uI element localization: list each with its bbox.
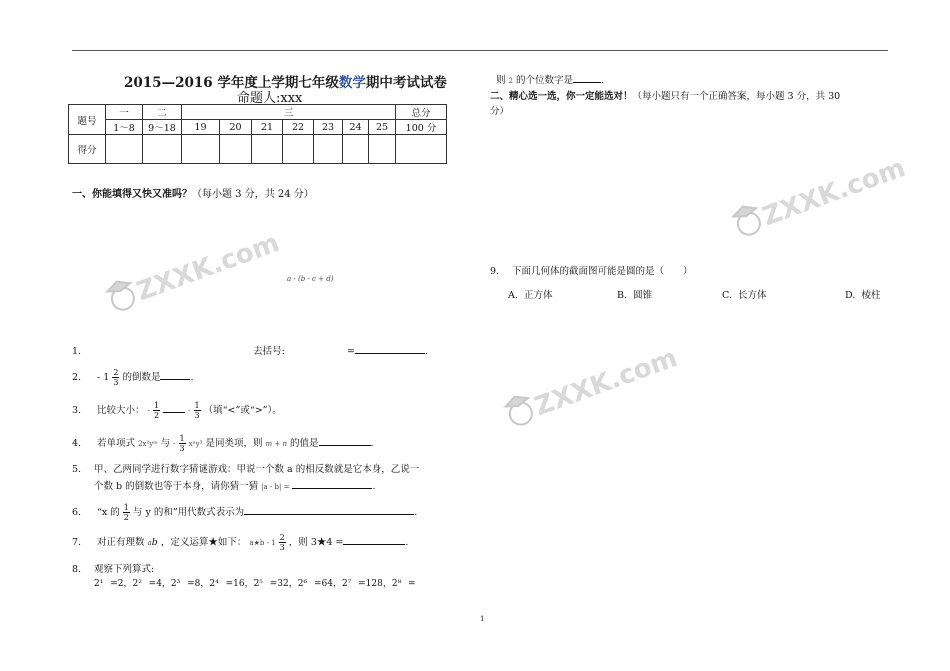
question-text: ，则 3★4 = [288, 537, 344, 548]
question-1: 1. 去括号: = . [72, 343, 428, 357]
option-c[interactable] [722, 287, 767, 301]
equals-sign: = [346, 346, 355, 357]
title-subject: 数学 [338, 75, 366, 91]
fraction [123, 503, 130, 522]
question-8-continued: 则 2 的个位数字是 . [496, 72, 604, 86]
answer-blank[interactable] [319, 435, 371, 446]
answer-blank[interactable] [355, 343, 425, 354]
section-2-note-cont: 分） [490, 106, 510, 117]
question-text: 对正有理数 [97, 537, 145, 548]
sign: - [188, 407, 191, 415]
question-text: 与 [160, 438, 171, 449]
option-label: A. [508, 290, 518, 301]
answer-blank[interactable] [160, 369, 190, 380]
score-entry-cell[interactable] [182, 135, 220, 164]
question-number: 5. [72, 464, 82, 475]
math-variable: b [151, 537, 158, 548]
option-a[interactable] [508, 287, 552, 301]
fraction-numerator: 1 [153, 401, 160, 410]
fraction-denominator: 3 [194, 411, 200, 420]
question-text: ，定义运算★如下： [160, 537, 247, 548]
question-text: 是同类项，则 [205, 438, 263, 449]
math-expression: 2x²yᵐ [138, 440, 158, 448]
score-subheader-cell: 21 [252, 120, 283, 135]
section-2-note: （每小题只有一个正确答案，每小题 3 分，共 30 [632, 91, 841, 102]
fraction-numerator: 1 [123, 503, 129, 512]
question-text: 的个位数字是 [516, 75, 574, 86]
page-number: 1 [480, 615, 485, 623]
score-subheader-cell: 25 [369, 120, 396, 135]
fraction [279, 533, 286, 552]
question-text: “x 的 [97, 507, 120, 518]
answer-blank[interactable] [573, 72, 601, 83]
option-d[interactable] [845, 287, 880, 301]
fraction-numerator: 1 [179, 434, 185, 443]
question-text: 的倒数是 [122, 372, 161, 383]
score-entry-cell[interactable] [396, 135, 447, 164]
score-header-cell: 二 [143, 105, 182, 120]
question-text: （填“<”或“>”）。 [203, 405, 282, 416]
question-2: 2. - 1 $\frac{2}{3}$ 的倒数是 . [72, 368, 194, 387]
option-label: B. [617, 290, 628, 301]
math-expression: a★b - 1 [249, 539, 276, 547]
option-text: 正方体 [523, 290, 553, 301]
fraction-denominator: 3 [179, 444, 185, 453]
option-text: 圆锥 [633, 290, 653, 301]
score-entry-cell[interactable] [369, 135, 396, 164]
watermark-logo-icon [494, 342, 682, 430]
question-text: 比较大小： [97, 405, 145, 416]
author-line: 命题人:xxx [237, 91, 303, 106]
score-row-label: 得分 [69, 135, 106, 164]
score-entry-cell[interactable] [143, 135, 182, 164]
score-subheader-cell: 100 分 [396, 120, 447, 135]
score-subheader-cell: 24 [343, 120, 369, 135]
fraction [194, 401, 201, 420]
question-number: 4. [72, 438, 82, 449]
question-text: 去括号: [253, 346, 285, 357]
question-4: 4. 若单项式 2x²yᵐ 与 - $\frac{1}{3}$ xⁿy³ 是同类项，则 m + n 的值是 . [72, 434, 374, 453]
question-number: 6. [72, 507, 82, 518]
title-suffix: 期中考试试卷 [365, 75, 447, 91]
section-1-heading [72, 185, 314, 200]
fraction [179, 434, 186, 453]
score-table [68, 104, 447, 164]
question-number: 8. [72, 564, 82, 575]
score-header-cell: 总分 [396, 105, 447, 120]
question-number: 3. [72, 405, 82, 416]
math-expression: 2 [508, 77, 514, 85]
question-number: 1. [72, 346, 82, 357]
sign: - [173, 440, 176, 448]
question-text: 个数 b 的倒数也等于本身，请你猜一猜 [94, 481, 259, 492]
watermark-text: ZXXK.com [530, 342, 682, 423]
score-subheader-cell: 9～18 [143, 120, 182, 135]
score-subheader-cell: 1～8 [106, 120, 143, 135]
fraction-denominator: 2 [153, 411, 160, 420]
score-entry-cell[interactable] [343, 135, 369, 164]
sign: - [147, 407, 150, 415]
question-7: 7. 对正有理数 ab ，定义运算★如下： a★b - 1 $\frac{2}{3}$ ，则 3★4 = . [72, 533, 409, 552]
score-subheader-cell: 23 [314, 120, 343, 135]
question-text: 的值是 [289, 438, 319, 449]
question-9 [490, 263, 693, 277]
score-header-cell: 题号 [69, 105, 106, 135]
question-text: 甲、乙两同学进行数字猜谜游戏：甲说一个数 a 的相反数就是它本身，乙说一 [94, 464, 420, 475]
question-number: 7. [72, 537, 82, 548]
question-text: 若单项式 [97, 438, 136, 449]
question-text: 则 [496, 75, 506, 86]
header-rule [72, 50, 888, 51]
section-2-heading [490, 88, 840, 102]
score-entry-cell[interactable] [252, 135, 283, 164]
answer-blank[interactable] [244, 504, 414, 515]
section-1-title: 一、你能填得又快又准吗？ [72, 189, 192, 200]
question-6: 6. “x 的 $\frac{1}{2}$ 与 y 的和”用代数式表示为 . [72, 503, 418, 522]
score-subheader-cell: 19 [182, 120, 220, 135]
watermark-logo-icon [722, 152, 910, 240]
score-entry-cell[interactable] [314, 135, 343, 164]
question-number: 2. [72, 372, 82, 383]
fraction-numerator: 2 [279, 533, 285, 542]
question-8 [72, 561, 154, 575]
fraction-numerator: 2 [113, 368, 119, 377]
score-header-cell: 一 [106, 105, 143, 120]
option-b[interactable] [617, 287, 652, 301]
section-2-title: 二、精心选一选，你一定能选对！ [490, 91, 633, 102]
option-label: C. [722, 290, 732, 301]
score-entry-cell[interactable] [220, 135, 252, 164]
score-entry-cell[interactable] [106, 135, 143, 164]
question-5 [72, 461, 419, 475]
question-text: 观察下列算式: [94, 564, 155, 575]
watermark-text: ZXXK.com [758, 152, 910, 233]
score-subheader-cell: 22 [283, 120, 314, 135]
math-variable: a [147, 539, 152, 547]
option-text: 棱柱 [861, 290, 881, 301]
question-text: 下面几何体的截面图可能是圆的是（ ） [512, 266, 693, 277]
question-3 [72, 401, 282, 420]
fraction [153, 401, 160, 420]
option-label: D. [845, 290, 856, 301]
math-expression: xⁿy³ [188, 440, 203, 448]
title-prefix: 2015—2016 学年度上学期七年级 [124, 75, 339, 91]
math-expression: |a - b| = [261, 483, 290, 491]
math-expression: m + n [265, 440, 287, 448]
section-1-note: （每小题 3 分，共 24 分） [192, 189, 314, 200]
answer-blank[interactable] [292, 478, 372, 489]
question-text: 与 y 的和”用代数式表示为 [132, 507, 245, 518]
fraction [112, 368, 119, 387]
fraction-denominator: 3 [113, 378, 119, 387]
watermark-text: ZXXK.com [132, 227, 284, 308]
answer-blank[interactable] [343, 534, 405, 545]
score-header-cell: 三 [182, 105, 396, 120]
fraction-denominator: 2 [123, 513, 129, 522]
watermark-logo-icon [96, 227, 284, 315]
question-number: 9. [490, 266, 500, 277]
fraction-numerator: 1 [194, 401, 200, 410]
floating-expression: a - (b - c + d) [287, 275, 334, 283]
question-5-line-2: 个数 b 的倒数也等于本身，请你猜一猜 |a - b| = . [94, 478, 376, 492]
answer-blank[interactable] [163, 402, 185, 413]
score-subheader-cell: 20 [220, 120, 252, 135]
fraction-denominator: 3 [279, 543, 285, 552]
score-entry-cell[interactable] [283, 135, 314, 164]
math-expression: - 1 [97, 372, 110, 383]
option-text: 长方体 [738, 290, 767, 301]
question-8-series: 2¹ =2，2² =4，2³ =8，2⁴ =16，2⁵ =32，2⁶ =64，2⁷ =128，2⁸ = [94, 579, 416, 589]
